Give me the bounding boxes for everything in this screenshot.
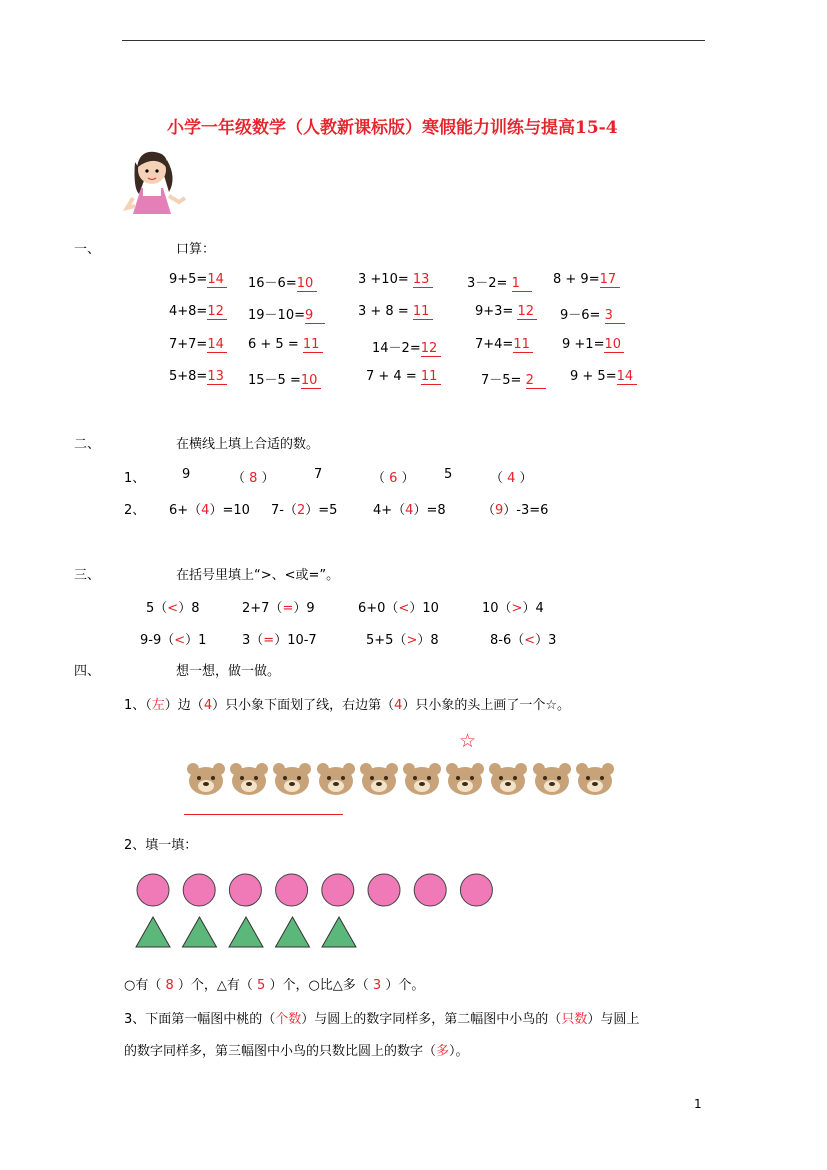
q42-answer-3: 3	[372, 978, 382, 993]
q42-text-2: ）个，△有（	[173, 978, 258, 993]
equation-post: ）=5	[305, 503, 338, 518]
oral-answer: 17	[600, 272, 620, 288]
bear-icon	[270, 759, 314, 799]
triangle-shape	[322, 917, 356, 947]
oral-answer: 11	[413, 304, 433, 320]
sequence-blank: （ 6 ）	[372, 471, 415, 486]
star-mark: ☆	[459, 730, 477, 752]
oral-question: 15－5 =	[248, 373, 301, 388]
section-2-number: 二、	[74, 437, 101, 452]
fill-row-1-label: 1、	[124, 471, 146, 486]
question-4-1	[124, 694, 570, 713]
oral-item	[248, 337, 323, 353]
oral-answer: 11	[421, 369, 441, 385]
compare-left: 2+7（	[242, 601, 283, 616]
compare-right: ）3	[535, 633, 557, 648]
bear-icon	[357, 759, 401, 799]
compare-sign: >	[406, 633, 418, 648]
oral-answer: 14	[207, 337, 227, 353]
oral-item	[248, 304, 325, 324]
oral-answer: 10	[301, 373, 321, 389]
section-1-heading: 口算：	[176, 242, 216, 257]
compare-sign: <	[167, 601, 179, 616]
triangle-shape	[229, 917, 263, 947]
oral-question: 9+3=	[475, 304, 518, 319]
oral-answer: 10	[604, 337, 624, 353]
q41-text-4: ）只小象的头上画了一个☆。	[402, 698, 571, 713]
compare-right: ）8	[417, 633, 439, 648]
q43-text-3: ）与圆上	[587, 1012, 640, 1027]
sequence-blank: （ 4 ）	[490, 471, 533, 486]
triangle-shape	[136, 917, 170, 947]
q42-text-1: ○有（	[124, 978, 166, 993]
oral-item	[467, 272, 532, 292]
q41-text-2: ）边（	[164, 698, 204, 713]
compare-item	[358, 597, 439, 616]
sequence-answer: 8	[249, 471, 258, 486]
oral-question: 9 + 5=	[570, 369, 617, 384]
section-1-number: 一、	[74, 242, 101, 257]
oral-answer: 11	[303, 337, 323, 353]
circle-shape	[137, 874, 169, 906]
q43-text-4: 的数字同样多，第三幅图中小鸟的只数比圆上的数字（	[124, 1044, 437, 1059]
triangle-shape	[276, 917, 310, 947]
oral-question: 7+7=	[169, 337, 208, 352]
oral-question: 9－6=	[560, 308, 605, 323]
bear-underline	[184, 814, 343, 815]
compare-left: 6+0（	[358, 601, 399, 616]
q41-text-1: 1、（	[124, 698, 152, 713]
compare-item	[482, 597, 544, 616]
oral-answer: 1	[512, 276, 532, 292]
q41-answer-2: 4	[203, 698, 213, 713]
compare-sign: >	[511, 601, 523, 616]
oral-item	[248, 272, 317, 292]
bear-icon	[400, 759, 444, 799]
oral-item	[372, 337, 441, 357]
compare-right: ）10-7	[274, 633, 317, 648]
oral-item	[475, 337, 533, 353]
sequence-number: 9	[182, 467, 191, 482]
section-4-heading: 想一想，做一做。	[176, 664, 281, 679]
sequence-answer: 6	[389, 471, 398, 486]
oral-question: 7+4=	[475, 337, 514, 352]
oral-item	[570, 369, 637, 385]
q43-text-1: 3、下面第一幅图中桃的（	[124, 1012, 276, 1027]
oral-question: 7－5=	[481, 373, 526, 388]
oral-item	[481, 369, 546, 389]
compare-left: 9-9（	[140, 633, 175, 648]
shapes-figure	[130, 868, 500, 954]
oral-answer: 12	[207, 304, 227, 320]
compare-item	[366, 629, 439, 648]
equation-pre: 4+（	[373, 503, 406, 518]
oral-question: 14－2=	[372, 341, 421, 356]
equation-pre: 6+（	[169, 503, 202, 518]
circle-shape	[368, 874, 400, 906]
oral-item	[366, 369, 441, 385]
question-4-2-label: 2、填一填：	[124, 838, 198, 853]
equation-answer: 4	[201, 503, 210, 518]
compare-sign: <	[524, 633, 536, 648]
compare-sign: <	[174, 633, 186, 648]
q43-answer-3: 多	[436, 1044, 450, 1059]
q41-answer-3: 4	[394, 698, 403, 713]
compare-item	[146, 597, 199, 616]
fill-row-2-label: 2、	[124, 503, 146, 518]
q43-text-5: ）。	[449, 1044, 469, 1059]
section-2-heading: 在横线上填上合适的数。	[176, 437, 320, 452]
oral-question: 3－2=	[467, 276, 512, 291]
equation-pre: （	[482, 503, 496, 518]
compare-right: ）9	[293, 601, 315, 616]
page-title: 小学一年级数学（人教新课标版）寒假能力训练与提高15-4	[167, 118, 618, 138]
section-4-number: 四、	[74, 664, 101, 679]
girl-illustration	[125, 148, 190, 220]
circle-shape	[414, 874, 446, 906]
oral-item	[475, 304, 537, 320]
compare-left: 10（	[482, 601, 512, 616]
triangle-shape	[183, 917, 217, 947]
compare-right: ）10	[409, 601, 439, 616]
oral-item	[169, 304, 227, 320]
circle-shape	[460, 874, 492, 906]
q43-text-2: ）与圆上的数字同样多，第二幅图中小鸟的（	[301, 1012, 562, 1027]
missing-number-equation	[169, 499, 250, 518]
equation-post: ）-3=6	[503, 503, 549, 518]
compare-left: 8-6（	[490, 633, 525, 648]
circle-shape	[229, 874, 261, 906]
oral-question: 19－10=	[248, 308, 305, 323]
compare-item	[140, 629, 206, 648]
oral-question: 5+8=	[169, 369, 208, 384]
oral-answer: 13	[413, 272, 433, 288]
oral-item	[169, 337, 227, 353]
oral-question: 8 + 9=	[553, 272, 600, 287]
q42-answer-2: 5	[257, 978, 266, 993]
compare-right: ）1	[185, 633, 207, 648]
question-4-3-line-1	[124, 1008, 639, 1027]
bear-icon	[314, 759, 358, 799]
compare-item	[490, 629, 556, 648]
oral-question: 4+8=	[169, 304, 208, 319]
sequence-answer: 4	[507, 471, 516, 486]
q43-answer-2: 只数	[561, 1012, 588, 1027]
compare-sign: =	[263, 633, 275, 648]
oral-question: 3 + 8 =	[358, 304, 413, 319]
compare-right: ）4	[522, 601, 544, 616]
missing-number-equation	[482, 499, 548, 518]
oral-answer: 14	[617, 369, 637, 385]
equation-pre: 7-（	[271, 503, 297, 518]
circle-shape	[183, 874, 215, 906]
compare-right: ）8	[178, 601, 200, 616]
oral-answer: 12	[517, 304, 537, 320]
oral-question: 9 +1=	[562, 337, 605, 352]
section-3-heading: 在括号里填上“>、<或=”。	[176, 568, 340, 583]
oral-item	[169, 369, 227, 385]
equation-answer: 2	[296, 503, 306, 518]
compare-left: 3（	[242, 633, 264, 648]
q42-answer-1: 8	[165, 978, 174, 993]
oral-question: 6 + 5 =	[248, 337, 303, 352]
equation-post: ）=10	[209, 503, 250, 518]
oral-question: 9+5=	[169, 272, 208, 287]
oral-answer: 10	[297, 276, 317, 292]
circle-shape	[322, 874, 354, 906]
oral-answer: 14	[207, 272, 227, 288]
q41-text-3: ）只小象下面划了线，右边第（	[212, 698, 395, 713]
oral-answer: 13	[207, 369, 227, 385]
compare-item	[242, 629, 317, 648]
compare-sign: <	[398, 601, 410, 616]
q42-text-3: ）个，○比△多（	[265, 978, 373, 993]
sequence-number: 7	[314, 467, 323, 482]
compare-left: 5（	[146, 601, 168, 616]
bear-icon	[530, 759, 574, 799]
oral-question: 7 + 4 =	[366, 369, 421, 384]
oral-item	[358, 304, 433, 320]
bear-icon	[486, 759, 530, 799]
oral-answer: 3	[605, 308, 625, 324]
compare-sign: =	[282, 601, 294, 616]
bear-icon	[227, 759, 271, 799]
circle-shape	[276, 874, 308, 906]
missing-number-equation	[373, 499, 446, 518]
oral-item	[358, 272, 433, 288]
question-4-3-line-2	[124, 1040, 469, 1059]
section-3-number: 三、	[74, 568, 101, 583]
sequence-blank: （ 8 ）	[232, 471, 275, 486]
oral-item	[562, 337, 624, 353]
sequence-number: 5	[444, 467, 453, 482]
q41-answer-1: 左	[151, 698, 165, 713]
oral-question: 3 +10=	[358, 272, 413, 287]
bear-icon	[443, 759, 487, 799]
oral-answer: 9	[305, 308, 325, 324]
bear-icon	[184, 759, 228, 799]
q42-text-4: ）个。	[381, 978, 425, 993]
compare-left: 5+5（	[366, 633, 407, 648]
equation-answer: 9	[495, 503, 504, 518]
oral-item	[560, 304, 625, 324]
equation-answer: 4	[405, 503, 414, 518]
equation-post: ）=8	[413, 503, 446, 518]
oral-item	[248, 369, 321, 389]
bear-icon	[573, 759, 617, 799]
q43-answer-1: 个数	[275, 1012, 302, 1027]
oral-answer: 12	[421, 341, 441, 357]
oral-answer: 11	[513, 337, 533, 353]
missing-number-equation	[271, 499, 337, 518]
oral-item	[169, 272, 227, 288]
question-4-2-text	[124, 974, 424, 993]
oral-item	[553, 272, 620, 288]
oral-question: 16－6=	[248, 276, 297, 291]
page-number: 1	[694, 1097, 702, 1111]
compare-item	[242, 597, 315, 616]
oral-answer: 2	[526, 373, 546, 389]
header-rule	[122, 40, 705, 41]
